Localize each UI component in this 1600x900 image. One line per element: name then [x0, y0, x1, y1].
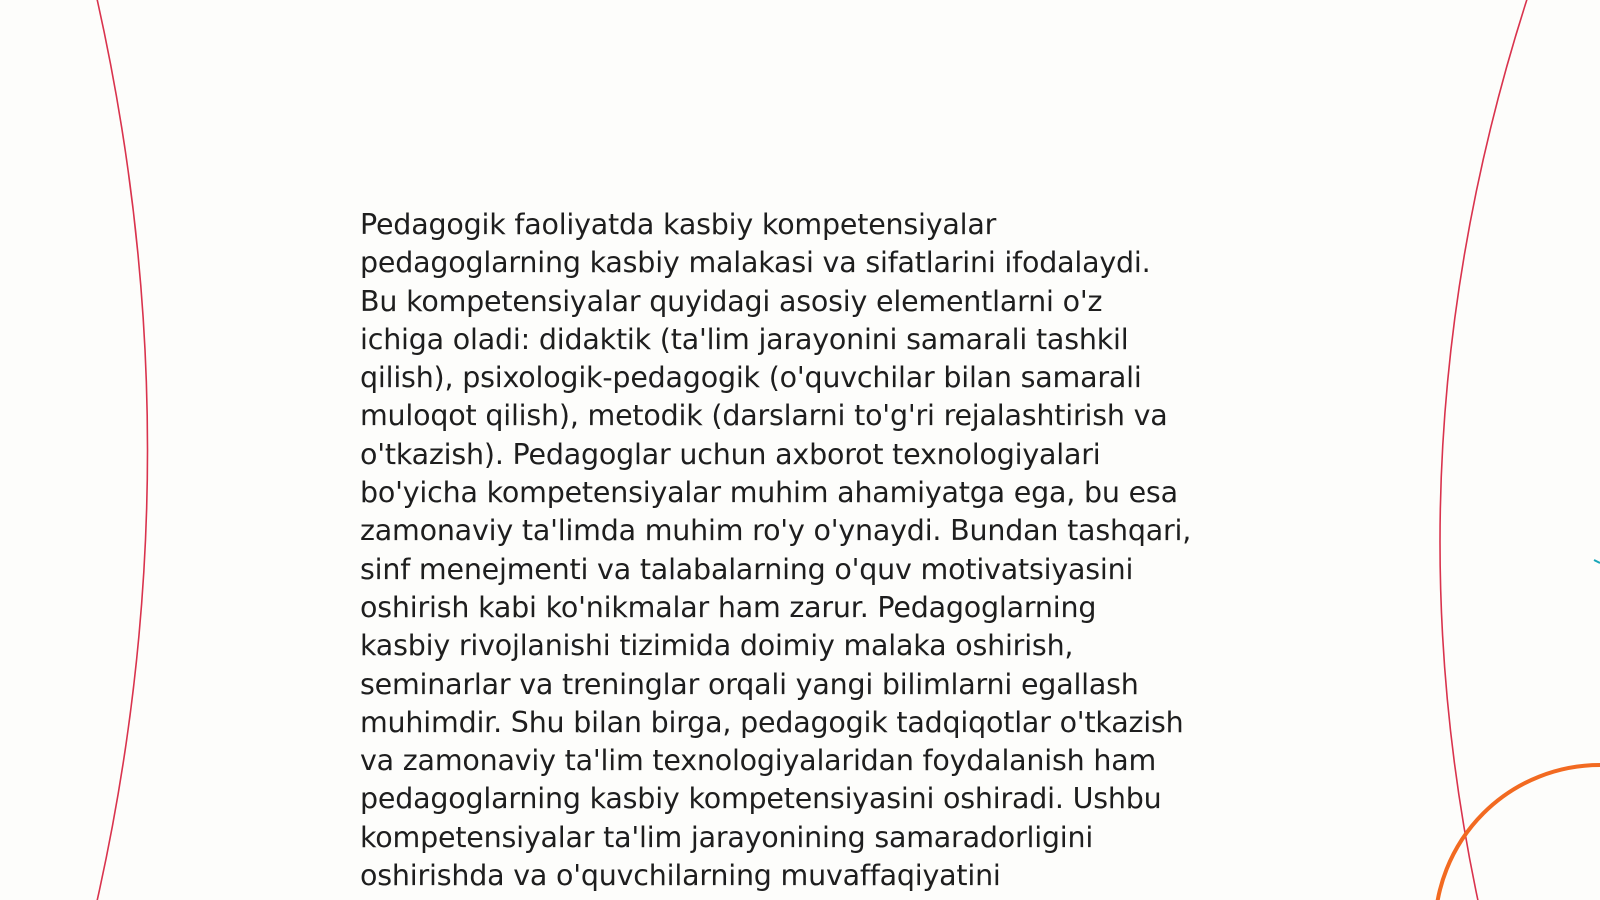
body-line: sinf menejmenti va talabalarning o'quv motivatsiyasini	[360, 552, 1134, 586]
body-line: oshirishda va o'quvchilarning muvaffaqiyatini	[360, 859, 1001, 893]
body-line: muloqot qilish), metodik (darslarni to'g'ri rejalashtirish va	[360, 399, 1168, 433]
body-line: kasbiy rivojlanishi tizimida doimiy malaka oshirish,	[360, 629, 1074, 663]
body-line: ichiga oladi: didaktik (ta'lim jarayonini samarali tashkil	[360, 322, 1129, 356]
body-line: o'tkazish). Pedagoglar uchun axborot texnologiyalari	[360, 437, 1101, 471]
body-line: pedagoglarning kasbiy kompetensiyasini oshiradi. Ushbu	[360, 782, 1162, 816]
slide-body-text	[360, 206, 1250, 895]
body-line: qilish), psixologik-pedagogik (o'quvchilar bilan samarali	[360, 361, 1142, 395]
body-line: kompetensiyalar ta'lim jarayonining samaradorligini	[360, 820, 1094, 854]
left-red-arc-icon	[95, 0, 148, 900]
body-line: bo'yicha kompetensiyalar muhim ahamiyatga ega, bu esa	[360, 476, 1178, 510]
body-line: zamonaviy ta'limda muhim ro'y o'ynaydi. Bundan tashqari,	[360, 514, 1192, 548]
body-line: pedagoglarning kasbiy malakasi va sifatlarini ifodalaydi.	[360, 246, 1151, 280]
right-red-arc-icon	[1440, 0, 1530, 900]
body-line: oshirish kabi ko'nikmalar ham zarur. Pedagoglarning	[360, 590, 1097, 624]
body-line: Bu kompetensiyalar quyidagi asosiy elementlarni o'z	[360, 284, 1103, 318]
body-line: seminarlar va treninglar orqali yangi bilimlarni egallash	[360, 667, 1139, 701]
orange-corner-circle-icon	[1435, 765, 1600, 900]
body-line: Pedagogik faoliyatda kasbiy kompetensiyalar	[360, 208, 997, 241]
teal-tick-icon	[1594, 560, 1600, 563]
body-line: va zamonaviy ta'lim texnologiyalaridan foydalanish ham	[360, 744, 1157, 778]
body-line: muhimdir. Shu bilan birga, pedagogik tadqiqotlar o'tkazish	[360, 705, 1184, 739]
